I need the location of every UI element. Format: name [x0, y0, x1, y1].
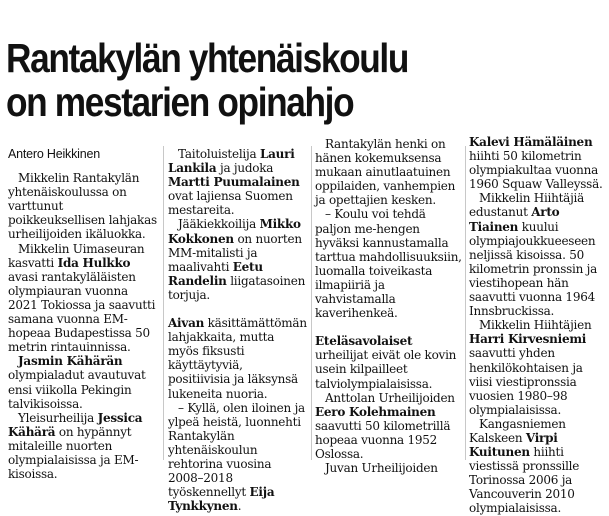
paragraph-text: on nuorten MM-mitalisti ja maalivahti	[168, 231, 302, 274]
lead-word: Aivan	[168, 316, 205, 331]
person-name: Eero Kolehmainen	[315, 404, 436, 419]
paragraph	[315, 207, 462, 320]
paragraph-text: hiihti 50 kilometrin olympiakultaa vuonna 1960 Squaw Valleyssä.	[469, 149, 603, 192]
paragraph-text: olympialadut avautuvat ensi viikolla Pekingin talvikisoissa.	[8, 368, 146, 411]
person-name: Mikko Kokkonen	[168, 217, 301, 246]
paragraph	[315, 137, 462, 207]
paragraph-text: Mikkelin Rantakylän yhtenäiskoulussa on varttunut poikkeuksellisen lahjakas urheilijoiden ikäluokka.	[8, 171, 157, 242]
paragraph	[315, 334, 462, 390]
paragraph-text: saavutti 50 kilometrillä hopeaa vuonna 1952 Oslossa.	[315, 418, 451, 461]
paragraph	[8, 242, 160, 355]
paragraph-text: Mikkelin Hiihtäjiä edustanut	[469, 191, 585, 220]
paragraph	[168, 217, 308, 302]
person-name: Jessica Kähärä	[8, 410, 143, 439]
paragraph	[168, 316, 308, 401]
paragraph-text: Mikkelin Uimaseuran kasvatti	[8, 241, 145, 270]
paragraph-text: hiihti viestissä pronssille Torinossa 2006 ja Vancouverin 2010 olympialaisissa.	[469, 445, 580, 516]
paragraph	[469, 318, 609, 417]
paragraph	[315, 461, 462, 475]
person-name: Kalevi Hämäläinen	[469, 135, 593, 149]
paragraph	[469, 191, 609, 318]
paragraph-text: Taitoluistelija	[178, 147, 260, 161]
person-name: Ida Hulkko	[57, 255, 131, 270]
paragraph	[8, 171, 160, 241]
paragraph-text: kuului olympiajoukkueeseen neljissä kisoissa. 50 kilometrin pronssin ja viestihopean hän saavutti vuonna 1964 Innsbruckissa.	[469, 219, 598, 319]
paragraph-text: Anttolan Urheilijoiden	[325, 390, 455, 405]
article-column-1	[8, 147, 160, 482]
paragraph-text: avasi rantakyläläisten olympiauran vuonna 2021 Tokiossa ja saavutti samana vuonna EM-hopeaa Budapestissa 50 metrin rintauinnissa.	[8, 269, 156, 355]
paragraph-text: on hypännyt mitaleille nuorten olympialaisissa ja EM-kisoissa.	[8, 424, 139, 482]
paragraph-text: – Kyllä, olen iloinen ja ylpeä heistä, luonnehti Rantakylän yhtenäiskoulun rehtorina vuosina 2008–2018 työskennellyt	[168, 400, 305, 500]
byline: Antero Heikkinen	[8, 147, 100, 161]
paragraph-text: Rantakylän henki on hänen kokemuksensa mukaan ainutlaatuinen oppilaiden, vanhempien ja opettajien kesken.	[315, 137, 456, 208]
person-name: Lauri Lankila	[168, 147, 295, 176]
paragraph-text: Jääkiekkoilija	[178, 217, 260, 232]
paragraph	[168, 401, 308, 514]
lead-word: Eteläsavolaiset	[315, 334, 413, 349]
person-name: Eetu Randelin	[168, 259, 263, 288]
paragraph	[315, 391, 462, 461]
column-divider	[311, 146, 312, 460]
paragraph	[469, 135, 609, 191]
paragraph-text: ja judoka	[216, 161, 274, 176]
person-name: Eija Tynkkynen	[168, 485, 275, 514]
person-name: Arto Tiainen	[469, 205, 560, 234]
article-column-2	[168, 147, 308, 514]
paragraph-text: Kangasniemen Kalskeen	[469, 416, 566, 445]
paragraph-text: – Koulu voi tehdä paljon me-hengen hyväksi kannustamalla tarttua mahdollisuuksiin, luomalla toiveikasta ilmapiiriä ja vahvistamalla kaverihenkeä.	[315, 207, 462, 321]
paragraph-text: Yleisurheilija	[18, 410, 98, 425]
paragraph-text: ovat lajiensa Suomen mestareita.	[168, 189, 293, 218]
column-divider	[465, 146, 466, 460]
paragraph-text: .	[237, 499, 242, 514]
paragraph	[8, 411, 160, 481]
paragraph-text: Mikkelin Hiihtäjien	[479, 318, 592, 333]
column-divider	[163, 146, 164, 460]
paragraph-text: käsittämättömän lahjakkaita, mutta myös fiksusti käyttäytyviä, positiivisia ja läksynsä lukeneita nuoria.	[168, 316, 307, 401]
person-name: Harri Kirvesniemi	[469, 332, 587, 347]
paragraph	[168, 147, 308, 217]
article-column-3	[315, 137, 462, 476]
paragraph	[8, 354, 160, 410]
paragraph	[469, 417, 609, 516]
person-name: Jasmin Kähärän	[18, 354, 123, 369]
paragraph-text: liigatasoinen torjuja.	[168, 273, 306, 302]
headline-line-1: Rantakylän yhtenäiskoulu	[6, 35, 408, 81]
paragraph-text: urheilijat eivät ole kovin usein kilpailleet talviolympialaisissa.	[315, 348, 457, 391]
article-headline	[6, 36, 408, 124]
person-name: Martti Puumalainen	[168, 175, 300, 190]
paragraph-text: Juvan Urheilijoiden	[325, 461, 438, 476]
paragraph-text: saavutti yhden henkilökohtaisen ja viisi viestipronssia vuosien 1980–98 olympialaisissa.	[469, 346, 583, 417]
person-name: Virpi Kuitunen	[469, 430, 558, 460]
article-column-4	[469, 135, 609, 516]
headline-line-2: on mestarien opinahjo	[6, 79, 354, 125]
